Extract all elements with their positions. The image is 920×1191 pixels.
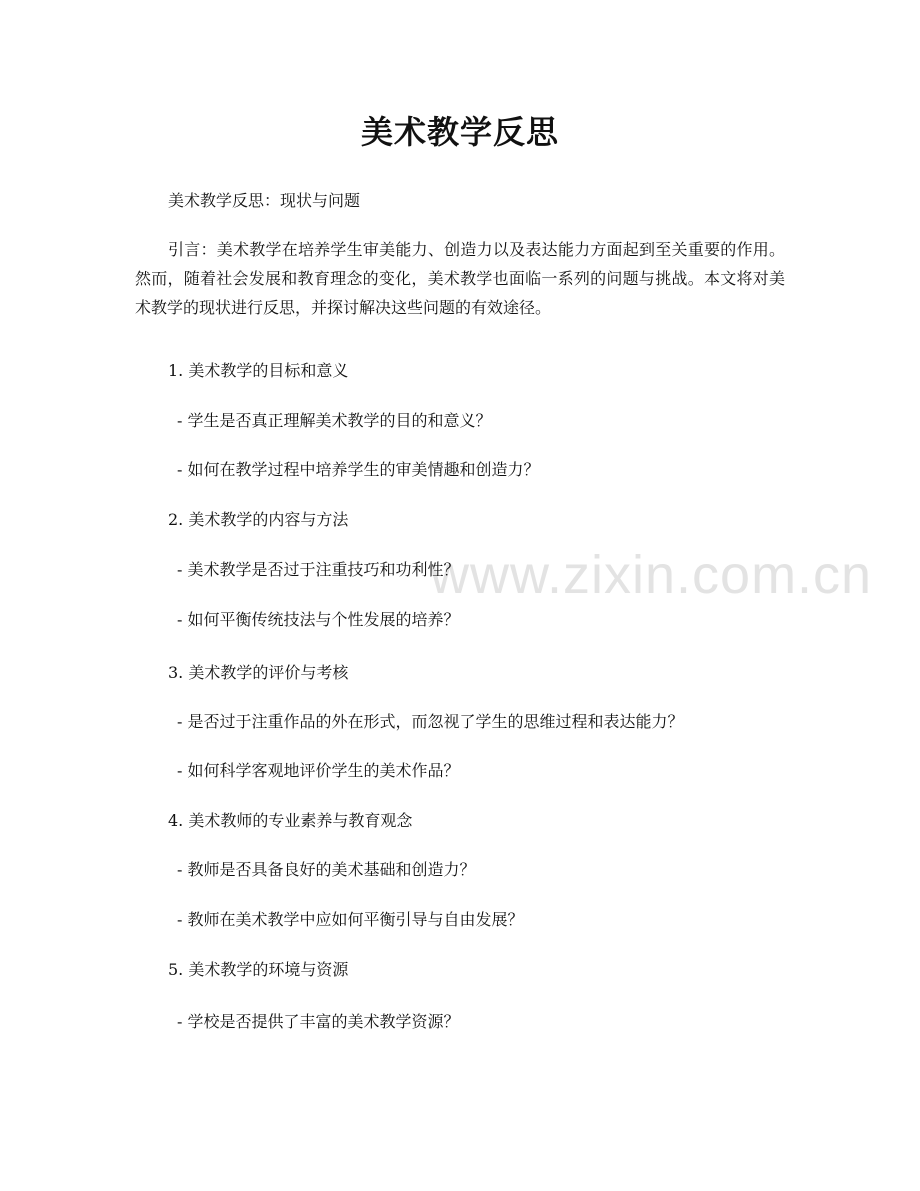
section-heading: 2. 美术教学的内容与方法 — [168, 510, 349, 529]
section-question: - 如何平衡传统技法与个性发展的培养？ — [177, 610, 460, 629]
section-question: - 是否过于注重作品的外在形式，而忽视了学生的思维过程和表达能力？ — [177, 712, 684, 731]
section-question: - 如何在教学过程中培养学生的审美情趣和创造力？ — [177, 460, 540, 479]
document-title: 美术教学反思 — [360, 113, 559, 151]
watermark: www.zixin.com.cn — [430, 545, 873, 605]
section-question: - 美术教学是否过于注重技巧和功利性？ — [177, 560, 460, 579]
section-question: - 如何科学客观地评价学生的美术作品？ — [177, 761, 460, 780]
intro-paragraph: 引言：美术教学在培养学生审美能力、创造力以及表达能力方面起到至关重要的作用。然而，随着社会发展和教育理念的变化，美术教学也面临一系列的问题与挑战。本文将对美术教学的现状进行反思，并探讨解决这些问题的有效途径。 — [135, 240, 785, 317]
section-question: - 教师在美术教学中应如何平衡引导与自由发展？ — [177, 910, 524, 929]
document-subtitle: 美术教学反思：现状与问题 — [168, 191, 361, 210]
section-heading: 5. 美术教学的环境与资源 — [168, 960, 349, 979]
section-question: - 教师是否具备良好的美术基础和创造力？ — [177, 860, 476, 879]
section-question: - 学生是否真正理解美术教学的目的和意义？ — [177, 411, 492, 430]
section-heading: 1. 美术教学的目标和意义 — [168, 361, 349, 380]
section-heading: 4. 美术教师的专业素养与教育观念 — [168, 811, 413, 830]
section-heading: 3. 美术教学的评价与考核 — [168, 663, 349, 682]
section-question: - 学校是否提供了丰富的美术教学资源？ — [177, 1012, 460, 1031]
